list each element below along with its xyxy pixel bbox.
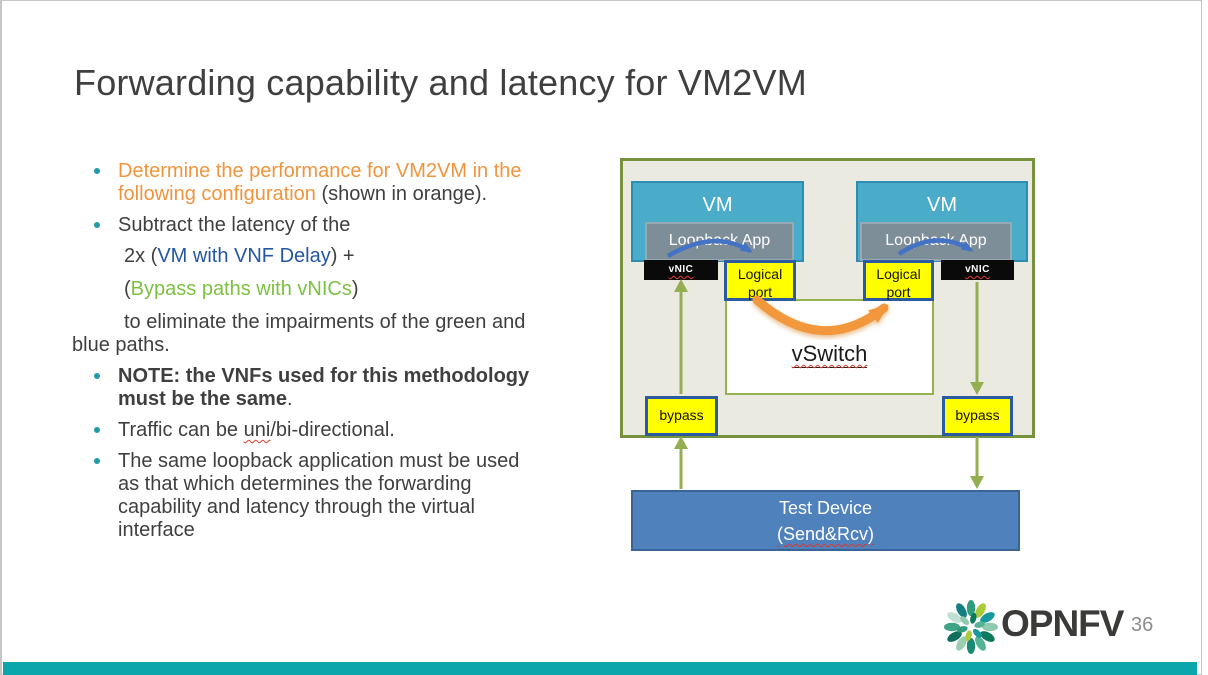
accent-bar: [3, 662, 1197, 675]
vnic-box-left: [644, 260, 718, 280]
opnfv-logo-icon: [943, 599, 999, 655]
bullet-dot: [94, 427, 100, 433]
loopback-app-right: [860, 222, 1012, 261]
bypass-right-label: bypass: [955, 407, 1000, 423]
bypass-box-right: [942, 396, 1013, 436]
bullet-list: [72, 160, 612, 550]
bullet-4-pre: Traffic can be: [118, 419, 244, 441]
vnic-left-label: vNIC: [668, 264, 694, 275]
test-device-box: [631, 490, 1020, 551]
formula-2-green: Bypass paths with vNICs: [130, 278, 352, 300]
bullet-5-line-3: capability and latency through the virtual: [118, 496, 475, 518]
formula-line-1: [72, 245, 612, 268]
formula-1-post: ) +: [330, 245, 355, 267]
loopback-app-right-label: Loopback App: [885, 232, 987, 249]
bullet-item-5: [72, 450, 612, 542]
bullet-1-text-rest: (shown in orange).: [315, 183, 488, 205]
bullet-5-line-4: interface: [118, 519, 195, 541]
logical-port-left-line2: port: [747, 284, 773, 300]
vnic-right-label: vNIC: [965, 264, 990, 275]
bullet-1-text-orange: Determine the performance for VM2VM in the: [118, 160, 522, 182]
bullet-dot: [94, 458, 100, 464]
formula-line-2: [72, 278, 612, 301]
bullet-5-line-1: The same loopback application must be used: [118, 450, 520, 472]
formula-2-post: ): [351, 278, 359, 300]
test-device-line2: (Send&Rcv): [776, 524, 875, 544]
bullet-dot: [94, 168, 100, 174]
bullet-4-post: /bi-directional.: [270, 419, 395, 441]
bullet-item-4: [72, 419, 612, 442]
bypass-left-label: bypass: [659, 407, 704, 423]
bullet-1-text-orange-2: following configuration: [118, 183, 316, 205]
bullet-dot: [94, 222, 100, 228]
bullet-3-text-bold: NOTE: the VNFs used for this methodology: [118, 365, 530, 387]
formula-3-text-2: blue paths.: [72, 334, 170, 356]
bullet-item-3: [72, 365, 612, 411]
bullet-item-1: [72, 160, 612, 206]
bullet-5-line-2: as that which determines the forwarding: [118, 473, 472, 495]
bullet-3-text-bold-2: must be the same: [118, 388, 287, 410]
formula-3-text: to eliminate the impairments of the green and: [124, 311, 526, 333]
bypass-box-left: [645, 396, 718, 436]
bullet-3-text-rest: .: [286, 388, 293, 410]
loopback-app-left-label: Loopback App: [668, 232, 771, 249]
bullet-item-2: [72, 214, 612, 237]
bullet-2-text: Subtract the latency of the: [118, 214, 351, 236]
formula-1-pre: 2x (: [124, 245, 158, 267]
logical-port-right: [863, 260, 934, 301]
formula-line-3: [72, 311, 612, 357]
vnic-box-right: [941, 260, 1014, 280]
vm-left-label: VM: [702, 194, 733, 216]
logical-port-right-line1: Logical: [876, 266, 921, 282]
logical-port-left: [724, 260, 796, 301]
vswitch-label: vSwitch: [791, 341, 868, 366]
formula-1-blue: VM with VNF Delay: [157, 245, 331, 267]
test-device-line1: Test Device: [778, 498, 873, 518]
page-number: 36: [1131, 614, 1154, 636]
bullet-4-misspelled-word: uni: [243, 419, 271, 441]
formula-2-pre: (: [124, 278, 131, 300]
vswitch-box: [725, 299, 934, 395]
vm-right-label: VM: [927, 194, 957, 216]
page-title: Forwarding capability and latency for VM2VM: [74, 62, 807, 103]
opnfv-wordmark: OPNFV: [1001, 603, 1124, 644]
logical-port-left-line1: Logical: [737, 266, 783, 282]
green-arrowhead-down-right-outer: [970, 476, 984, 489]
logical-port-right-line2: port: [886, 284, 911, 300]
loopback-app-left: [645, 222, 794, 261]
bullet-dot: [94, 373, 100, 379]
